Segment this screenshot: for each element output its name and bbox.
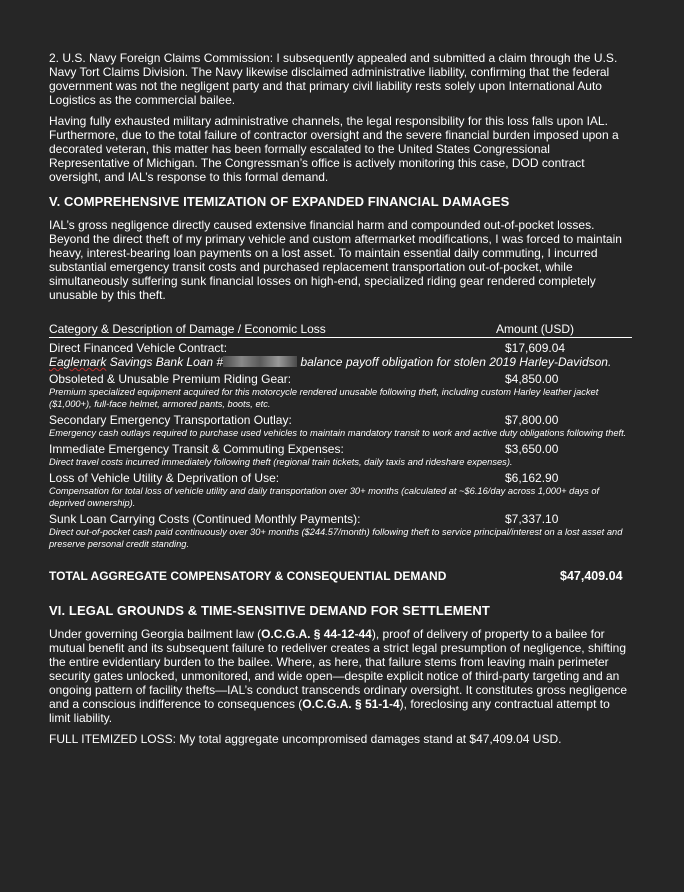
total-label: TOTAL AGGREGATE COMPENSATORY & CONSEQUENTIAL DEMAND bbox=[49, 569, 447, 583]
loan-text: Savings Bank Loan # bbox=[106, 355, 224, 369]
escalation-paragraph: Having fully exhausted military administrative channels, the legal responsibility for this loss falls upon IAL. Furthermore, due to the total failure of contractor oversight and the severe financial burden imposed upon a decorated veteran, this matter has been formally escalated to the United States Congressional Representative of Michigan. The Congressman’s office is actively monitoring this case, DOD contract oversight, and IAL’s response to this formal demand. bbox=[49, 114, 619, 184]
damage-label: Secondary Emergency Transportation Outlay: bbox=[49, 413, 292, 427]
spellcheck-word: Eaglemark bbox=[49, 355, 107, 369]
damage-row bbox=[49, 341, 632, 369]
damage-label: Obsoleted & Unusable Premium Riding Gear: bbox=[49, 372, 292, 386]
legal-text: ), proof of delivery of property to a bailee for mutual benefit and its subsequent failure to redeliver creates a strict legal presumption of negligence, shifting the entire evidentiary burden to the bailee. Where, as here, that failure stems from leaving main perimeter security gates unlocked, unmonitored, and wide open—despite explicit notice of third-party targeting and an ongoing pattern of facility thefts—IAL’s conduct transcends ordinary oversight. It constitutes gross negligence and a conscious indifference to consequences ( bbox=[49, 627, 628, 711]
statute-citation: O.C.G.A. § 44-12-44 bbox=[261, 627, 372, 641]
damage-amount: $17,609.04 bbox=[505, 341, 566, 355]
damage-amount: $3,650.00 bbox=[505, 442, 559, 456]
full-loss-statement: FULL ITEMIZED LOSS: My total aggregate uncompromised damages stand at $47,409.04 USD. bbox=[49, 732, 562, 746]
damage-description: Direct travel costs incurred immediately following theft (regional train tickets, daily taxis and rideshare expenses). bbox=[49, 457, 513, 467]
damage-amount: $4,850.00 bbox=[505, 372, 559, 386]
redaction-block bbox=[223, 356, 297, 367]
damage-label: Sunk Loan Carrying Costs (Continued Monthly Payments): bbox=[49, 512, 361, 526]
section-v-heading: V. COMPREHENSIVE ITEMIZATION OF EXPANDED FINANCIAL DAMAGES bbox=[49, 194, 510, 209]
legal-text: Under governing Georgia bailment law ( bbox=[49, 627, 262, 641]
statute-citation: O.C.G.A. § 51-1-4 bbox=[302, 697, 400, 711]
damage-label: Immediate Emergency Transit & Commuting Expenses: bbox=[49, 442, 344, 456]
damages-table-header bbox=[49, 322, 632, 338]
loan-text-end: balance payoff obligation for stolen 2019 Harley-Davidson. bbox=[297, 355, 612, 369]
total-amount: $47,409.04 bbox=[560, 569, 623, 583]
damage-amount: $7,800.00 bbox=[505, 413, 559, 427]
legal-grounds-paragraph bbox=[49, 627, 632, 725]
navy-claim-paragraph: 2. U.S. Navy Foreign Claims Commission: I subsequently appealed and submitted a claim through the U.S. Navy Tort Claims Division. The Navy likewise disclaimed administrative liability, confirming that the federal government was not the negligent party and that primary civil liability rests solely upon International Auto Logistics as the commercial bailee. bbox=[49, 51, 618, 107]
damage-description: Compensation for total loss of vehicle utility and daily transportation over 30+ months (calculated at ~$6.16/day across 1,000+ days of deprived ownership). bbox=[49, 486, 600, 508]
damage-row bbox=[49, 442, 632, 468]
total-demand-row bbox=[49, 569, 632, 583]
damage-description: Direct out-of-pocket cash paid continuously over 30+ months ($244.57/month) following theft to service principal/interest on a lost asset and preserve personal credit standing. bbox=[49, 527, 623, 549]
category-column-header: Category & Description of Damage / Economic Loss bbox=[49, 322, 326, 336]
damage-description: Premium specialized equipment acquired for this motorcycle rendered unusable following theft, including custom Harley leather jacket ($1,000+), full-face helmet, armored pants, boots, etc. bbox=[49, 387, 599, 409]
damage-row bbox=[49, 471, 632, 509]
amount-column-header: Amount (USD) bbox=[496, 322, 575, 336]
document-page bbox=[49, 51, 632, 746]
legal-text: ), foreclosing any contractual attempt to limit liability. bbox=[49, 697, 610, 725]
damage-row bbox=[49, 512, 632, 550]
damage-description: Emergency cash outlays required to purchase used vehicles to maintain mandatory transit to work and active duty obligations following theft. bbox=[49, 428, 627, 438]
section-vi-heading: VI. LEGAL GROUNDS & TIME-SENSITIVE DEMAND FOR SETTLEMENT bbox=[49, 603, 490, 618]
damage-amount: $7,337.10 bbox=[505, 512, 559, 526]
section-v-intro: IAL’s gross negligence directly caused extensive financial harm and compounded out-of-pocket losses. Beyond the direct theft of my primary vehicle and custom aftermarket modifications, I was forced to maintain heavy, interest-bearing loan payments on a lost asset. To maintain essential daily commuting, I incurred substantial emergency transit costs and purchased replacement transportation out-of-pocket, while simultaneously suffering sunk financial losses on high-end, specialized riding gear rendered completely unusable by this theft. bbox=[49, 218, 622, 302]
damage-row bbox=[49, 372, 632, 410]
damage-row bbox=[49, 413, 632, 439]
damage-label: Loss of Vehicle Utility & Deprivation of Use: bbox=[49, 471, 280, 485]
damage-description bbox=[49, 355, 632, 369]
damage-amount: $6,162.90 bbox=[505, 471, 559, 485]
damage-label: Direct Financed Vehicle Contract: bbox=[49, 341, 228, 355]
